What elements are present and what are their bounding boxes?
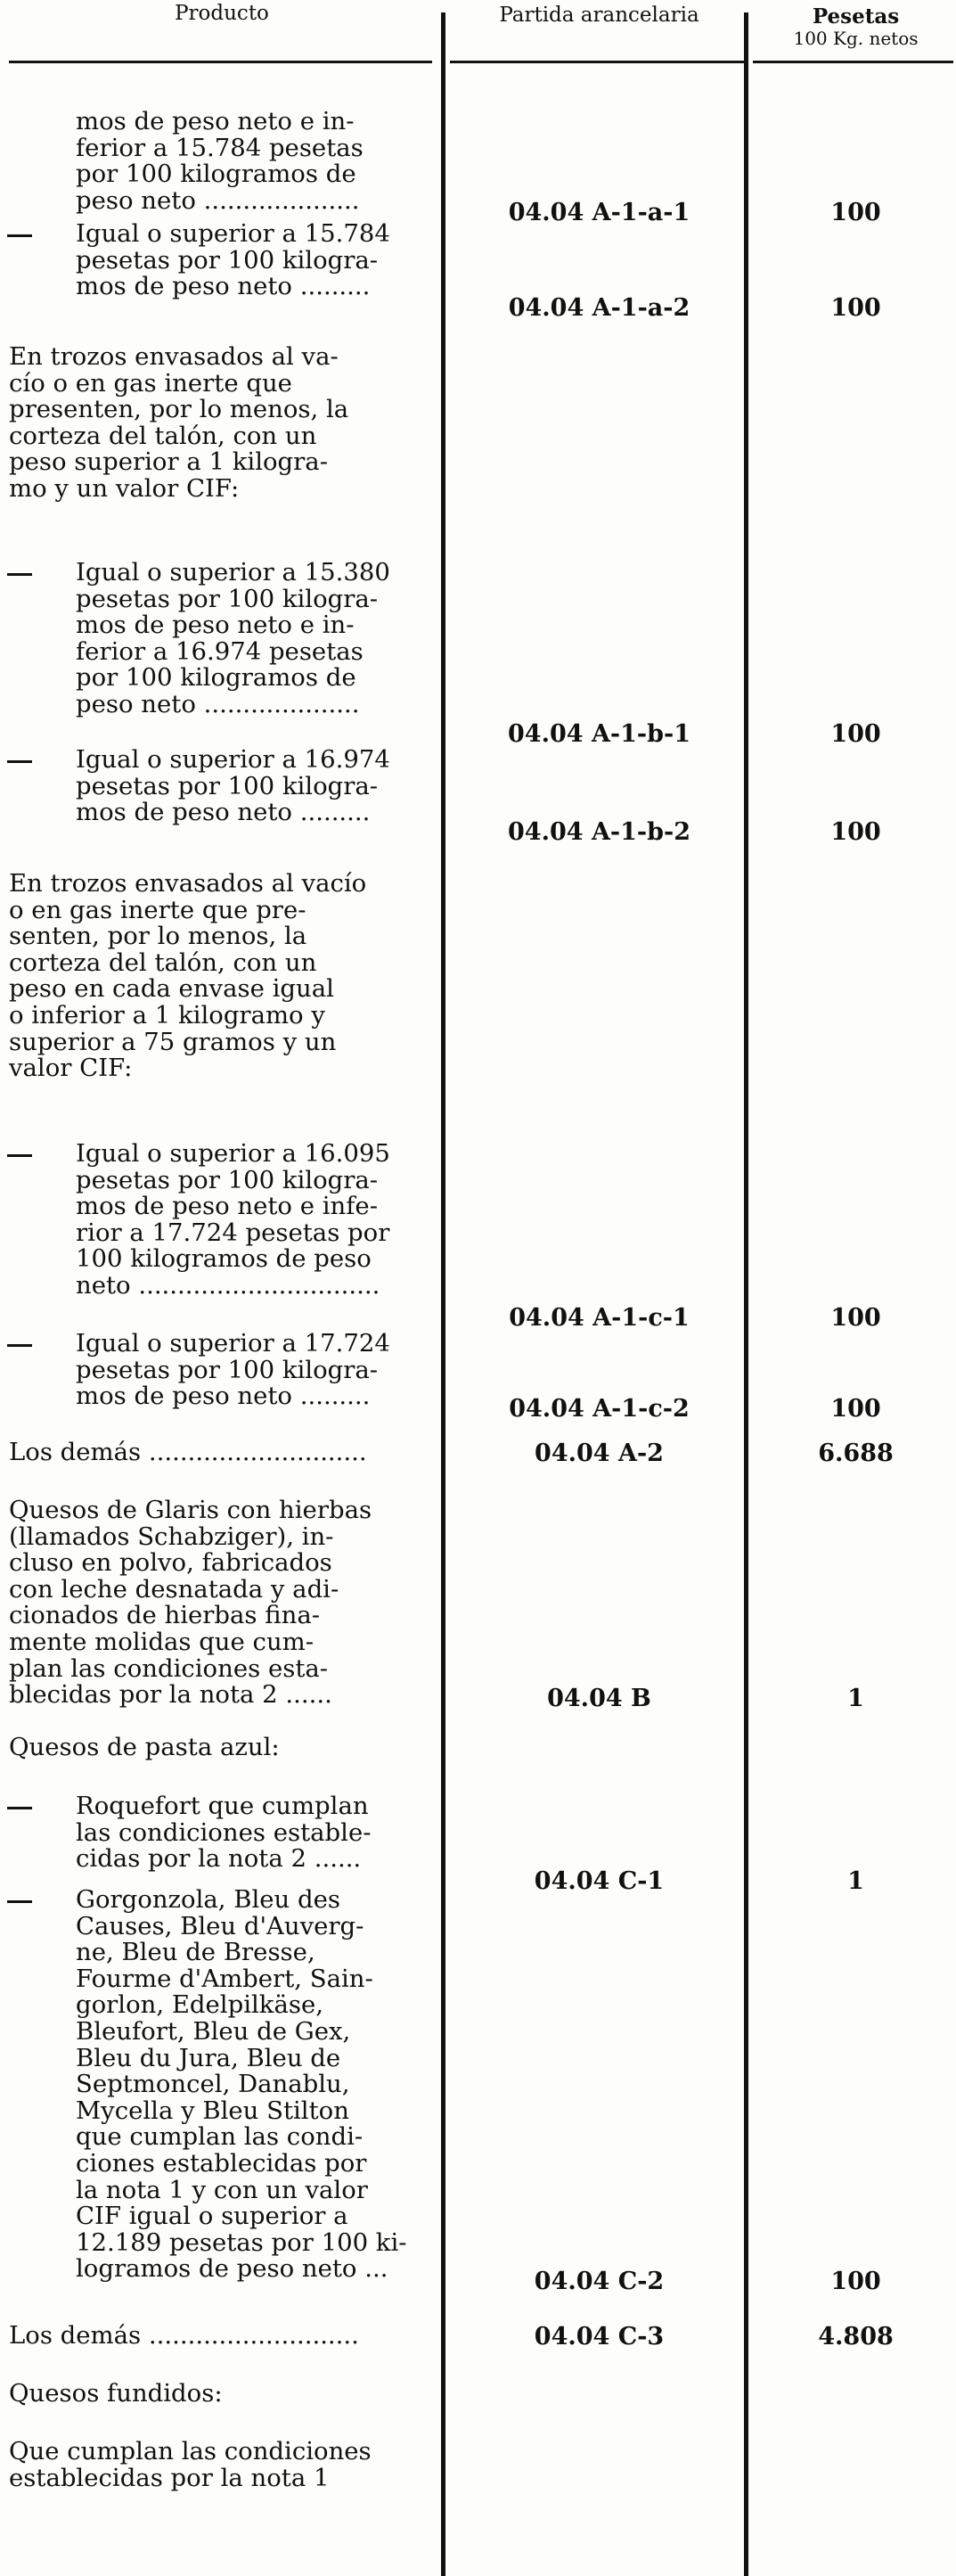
- product-line: senten, por lo menos, la: [9, 922, 307, 951]
- product-line: que cumplan las condi-: [76, 2122, 364, 2152]
- tariff-code: 04.04 A-1-b-1: [508, 720, 690, 748]
- product-line: Bleu du Jura, Bleu de: [76, 2043, 341, 2072]
- product-description: [76, 221, 503, 300]
- product-description: [9, 871, 437, 1082]
- product-description: [76, 1793, 503, 1873]
- product-description: [76, 1331, 503, 1410]
- pesetas-value: 4.808: [818, 2323, 894, 2350]
- product-line: ciones establecidas por: [76, 2148, 367, 2178]
- pesetas-value: 100: [830, 818, 881, 846]
- product-line: por 100 kilogramos de: [76, 663, 356, 693]
- list-dash: [7, 1900, 32, 1903]
- product-description: [9, 1735, 437, 1761]
- tariff-code: 04.04 A-1-b-2: [508, 818, 690, 846]
- product-line: Roquefort que cumplan: [76, 1792, 369, 1820]
- tariff-code: 04.04 C-2: [534, 2268, 665, 2295]
- product-line: Igual o superior a 15.380: [76, 558, 390, 587]
- product-description: [9, 1440, 437, 1466]
- product-line: corteza del talón, con un: [9, 948, 317, 977]
- product-description: [9, 344, 437, 503]
- pesetas-value: 100: [830, 2268, 881, 2295]
- product-line: plan las condiciones esta-: [9, 1653, 329, 1683]
- header-partida-arancelaria: Partida arancelaria: [499, 4, 699, 27]
- header-producto: Producto: [175, 2, 269, 25]
- pesetas-value: 100: [830, 1395, 881, 1423]
- product-line: mos de peso neto e infe-: [76, 1192, 378, 1221]
- product-line: peso neto ....................: [76, 185, 360, 215]
- pesetas-value: 100: [830, 294, 881, 322]
- list-dash: [7, 1344, 32, 1347]
- product-line: ferior a 15.784 pesetas: [76, 133, 364, 162]
- product-description: [76, 560, 503, 718]
- product-line: neto ...............................: [76, 1270, 380, 1300]
- pesetas-value: 100: [830, 720, 881, 748]
- product-description: [76, 1141, 503, 1300]
- header-pesetas-label: Pesetas: [812, 4, 900, 29]
- product-line: Bleufort, Bleu de Gex,: [76, 2016, 351, 2046]
- product-line: (llamados Schabziger), in-: [9, 1522, 334, 1551]
- tariff-code: 04.04 A-1-c-1: [509, 1304, 690, 1332]
- product-line: Igual o superior a 16.095: [76, 1139, 390, 1168]
- product-line: En trozos envasados al vacío: [9, 869, 367, 898]
- product-line: mos de peso neto e in-: [76, 611, 355, 640]
- product-line: ne, Bleu de Bresse,: [76, 1938, 315, 1967]
- tariff-code: 04.04 B: [547, 1685, 651, 1712]
- product-line: Igual o superior a 17.724: [76, 1329, 390, 1358]
- tariff-code: 04.04 C-1: [534, 1867, 665, 1895]
- product-line: con leche desnatada y adi-: [9, 1574, 339, 1604]
- product-line: mo y un valor CIF:: [9, 473, 240, 503]
- product-line: En trozos envasados al va-: [9, 342, 339, 371]
- header-pesetas-unit: 100 Kg. netos: [793, 28, 919, 49]
- product-line: peso en cada envase igual: [9, 974, 334, 1004]
- product-line: rior a 17.724 pesetas por: [76, 1218, 390, 1247]
- list-dash: [7, 573, 32, 576]
- product-line: Que cumplan las condiciones: [9, 2437, 372, 2465]
- product-description: [9, 2439, 437, 2491]
- product-line: por 100 kilogramos de: [76, 160, 356, 189]
- product-line: pesetas por 100 kilogra-: [76, 584, 379, 613]
- product-line: superior a 75 gramos y un: [9, 1027, 337, 1056]
- product-line: peso neto ....................: [76, 689, 360, 718]
- product-description: [76, 747, 503, 826]
- list-dash: [7, 234, 32, 237]
- product-line: pesetas por 100 kilogra-: [76, 1165, 379, 1194]
- product-line: mente molidas que cum-: [9, 1627, 315, 1656]
- product-line: Causes, Bleu d'Auverg-: [76, 1911, 364, 1940]
- tariff-code: 04.04 A-2: [535, 1440, 664, 1467]
- product-line: las condiciones estable-: [76, 1817, 372, 1847]
- product-line: cionados de hierbas fina-: [9, 1601, 321, 1630]
- product-description: [76, 109, 503, 214]
- product-line: establecidas por la nota 1: [9, 2463, 330, 2492]
- list-dash: [7, 1154, 32, 1157]
- product-line: la nota 1 y con un valor: [76, 2175, 368, 2204]
- product-description: [9, 2323, 437, 2350]
- product-line: Quesos de Glaris con hierbas: [9, 1496, 372, 1524]
- product-line: mos de peso neto .........: [76, 272, 371, 301]
- product-line: ferior a 16.974 pesetas: [76, 636, 364, 666]
- product-line: Mycella y Bleu Stilton: [76, 2096, 349, 2125]
- pesetas-value: 100: [830, 1304, 881, 1332]
- pesetas-value: 6.688: [818, 1440, 894, 1467]
- tariff-code: 04.04 C-3: [534, 2323, 665, 2350]
- product-line: o inferior a 1 kilogramo y: [9, 1000, 325, 1030]
- pesetas-value: 1: [847, 1867, 864, 1895]
- product-line: Los demás ............................: [9, 1438, 367, 1466]
- product-line: Quesos fundidos:: [9, 2379, 223, 2408]
- product-line: valor CIF:: [9, 1054, 133, 1083]
- product-line: 12.189 pesetas por 100 ki-: [76, 2227, 407, 2257]
- product-line: pesetas por 100 kilogra-: [76, 771, 379, 800]
- product-line: blecidas por la nota 2 ......: [9, 1680, 332, 1710]
- product-description: [9, 1497, 437, 1709]
- product-line: mos de peso neto .........: [76, 798, 371, 827]
- tariff-code: 04.04 A-1-c-2: [509, 1395, 690, 1423]
- product-line: Fourme d'Ambert, Sain-: [76, 1964, 373, 1993]
- pesetas-value: 1: [847, 1685, 864, 1712]
- product-line: cío o en gas inerte que: [9, 368, 292, 398]
- product-description: [76, 1887, 503, 2283]
- product-line: mos de peso neto e in-: [76, 107, 355, 135]
- product-line: Quesos de pasta azul:: [9, 1733, 280, 1761]
- product-line: corteza del talón, con un: [9, 421, 317, 450]
- pesetas-value: 100: [830, 199, 881, 226]
- product-line: presenten, por lo menos, la: [9, 395, 349, 424]
- product-line: mos de peso neto .........: [76, 1382, 371, 1411]
- list-dash: [7, 760, 32, 763]
- product-line: peso superior a 1 kilogra-: [9, 447, 328, 477]
- product-line: cidas por la nota 2 ......: [76, 1844, 362, 1874]
- product-line: Igual o superior a 16.974: [76, 745, 390, 774]
- product-line: Septmoncel, Danablu,: [76, 2070, 350, 2099]
- tariff-code: 04.04 A-1-a-1: [508, 199, 690, 226]
- product-line: gorlon, Edelpilkäse,: [76, 1990, 323, 2020]
- product-line: Los demás ...........................: [9, 2321, 359, 2350]
- product-line: pesetas por 100 kilogra-: [76, 245, 379, 275]
- product-line: o en gas inerte que pre-: [9, 895, 306, 924]
- tariff-code: 04.04 A-1-a-2: [508, 294, 690, 322]
- product-line: Gorgonzola, Bleu des: [76, 1885, 340, 1914]
- product-line: Igual o superior a 15.784: [76, 219, 390, 248]
- product-line: logramos de peso neto ...: [76, 2254, 388, 2284]
- product-line: 100 kilogramos de peso: [76, 1244, 372, 1274]
- product-line: CIF igual o superior a: [76, 2202, 348, 2231]
- list-dash: [7, 1807, 32, 1809]
- product-line: pesetas por 100 kilogra-: [76, 1355, 379, 1384]
- product-description: [9, 2381, 437, 2408]
- product-line: cluso en polvo, fabricados: [9, 1548, 332, 1578]
